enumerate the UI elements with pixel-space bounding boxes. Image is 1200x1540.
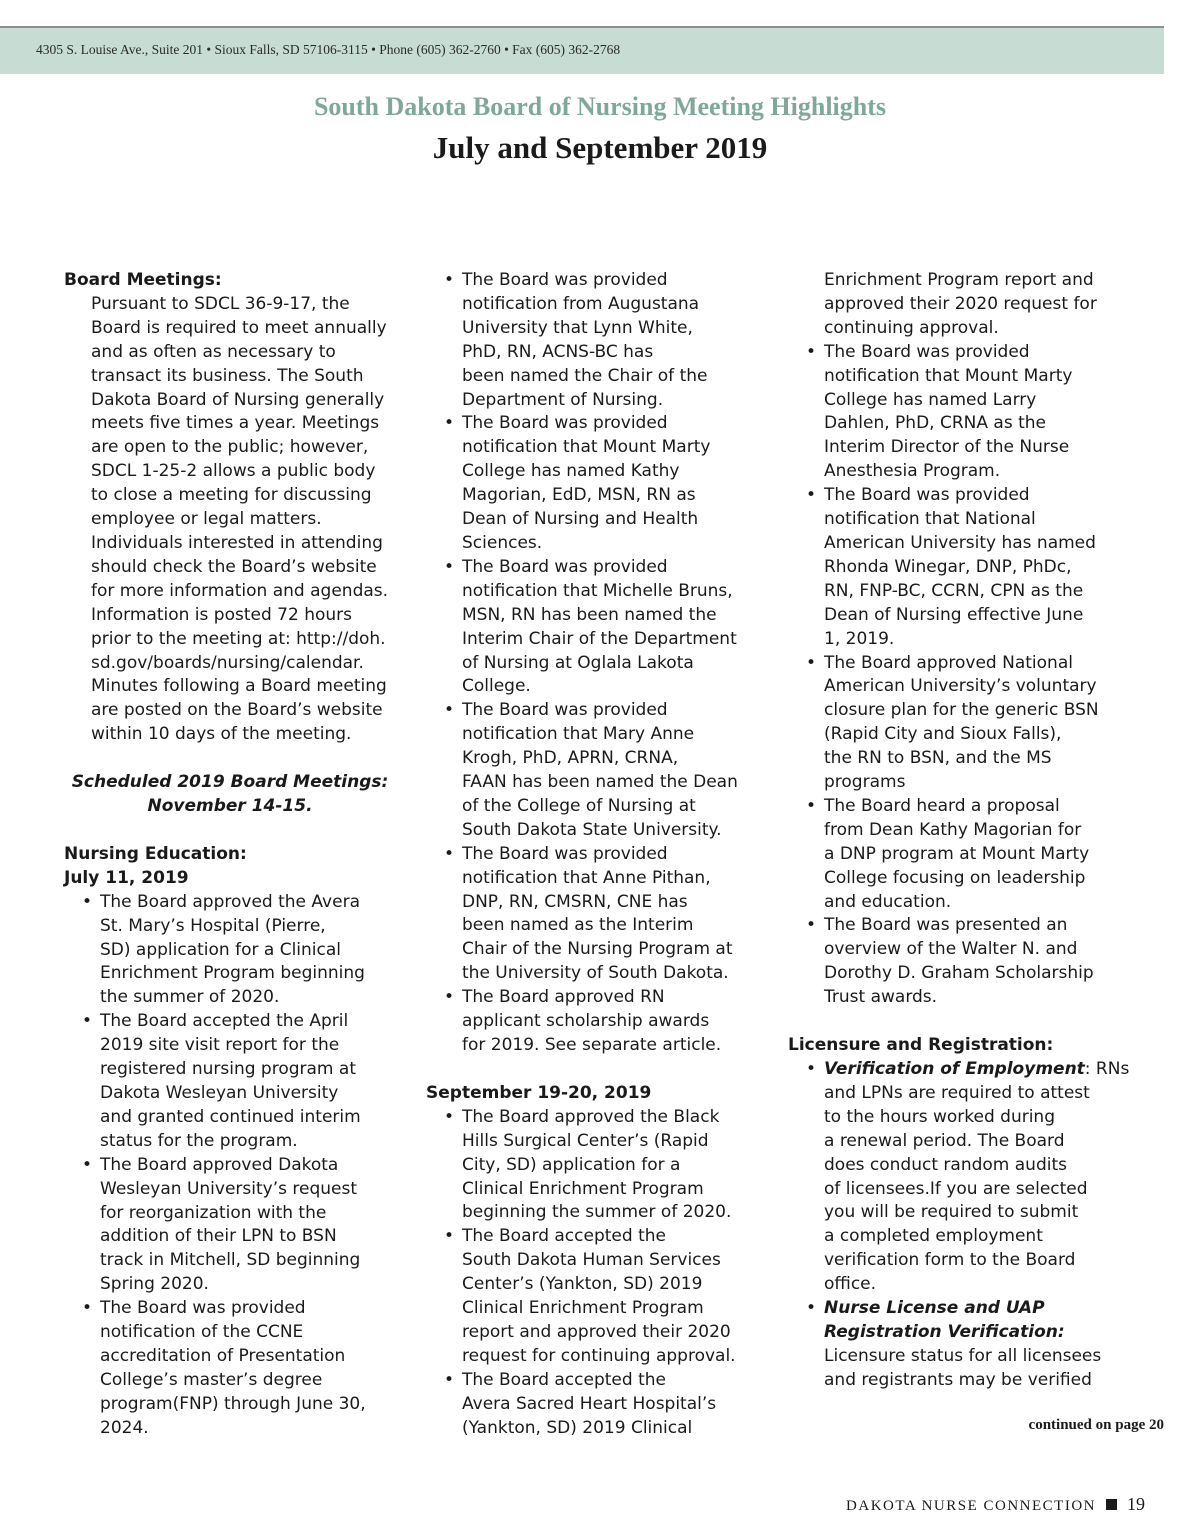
text-line: • The Board was provided — [462, 843, 668, 864]
text-line: • The Board was provided — [462, 413, 668, 434]
text-line: Chair of the Nursing Program at — [462, 939, 733, 960]
text-line: a DNP program at Mount Marty — [824, 843, 1090, 864]
text-line: American University’s voluntary — [824, 676, 1097, 697]
text-line: employee or legal matters. — [91, 509, 322, 530]
text-line: Enrichment Program report and — [824, 270, 1094, 290]
text-line: Dean of Nursing effective June — [824, 604, 1084, 625]
list-item — [462, 412, 778, 555]
list-item — [100, 1154, 406, 1297]
text-line: DNP, RN, CMSRN, CNE has — [462, 891, 688, 912]
text-line: MSN, RN has been named the — [462, 604, 717, 625]
text-line: and as often as necessary to — [91, 341, 336, 362]
text-line: to the hours worked during — [824, 1106, 1056, 1127]
page-title: South Dakota Board of Nursing Meeting Highlights — [313, 92, 887, 121]
continued-note: continued on page 20 — [1028, 1417, 1164, 1433]
scheduled-line-2: November 14-15. — [147, 796, 313, 817]
text-line: College’s master’s degree — [100, 1369, 323, 1390]
text-line: City, SD) application for a — [462, 1154, 681, 1175]
text-line: Spring 2020. — [100, 1274, 209, 1295]
list-item — [462, 556, 778, 699]
text-line: of Nursing at Oglala Lakota — [462, 652, 694, 673]
text-line: are posted on the Board’s website — [91, 700, 383, 721]
text-line: sd.gov/boards/nursing/calendar. — [91, 652, 364, 673]
text-line: • The Board heard a proposal — [824, 795, 1060, 816]
text-line: and education. — [824, 891, 952, 912]
scheduled-meetings — [64, 771, 406, 819]
text-line: Interim Chair of the Department — [462, 628, 737, 649]
list-item — [824, 1297, 1144, 1393]
text-line: 2019 site visit report for the — [100, 1035, 340, 1056]
text-line: South Dakota State University. — [462, 819, 722, 840]
verification-first-line: : RNs — [1084, 1059, 1130, 1079]
text-line: addition of their LPN to BSN — [100, 1226, 337, 1247]
text-line: Trust awards. — [824, 987, 938, 1008]
text-line: • The Board was provided — [462, 700, 668, 721]
text-line: Dorothy D. Graham Scholarship — [824, 963, 1094, 984]
text-line: RN, FNP-BC, CCRN, CPN as the — [824, 580, 1084, 601]
text-line: should check the Board’s website — [91, 556, 377, 577]
text-line: the summer of 2020. — [100, 987, 280, 1008]
text-line: 2024. — [100, 1417, 149, 1438]
text-line: • The Board was provided — [100, 1298, 306, 1319]
text-line: (Rapid City and Sioux Falls), — [824, 724, 1062, 745]
licensure-bullet-list — [788, 1058, 1144, 1393]
text-line: • The Board accepted the April — [100, 1011, 349, 1032]
text-line: to close a meeting for discussing — [91, 485, 372, 506]
text-line: Pursuant to SDCL 36-9-17, the — [91, 293, 350, 314]
text-line: • The Board was presented an — [824, 915, 1068, 936]
september-bullet-list-continued — [788, 269, 1144, 1010]
text-line: transact its business. The South — [91, 365, 364, 386]
text-line: Board is required to meet annually — [91, 317, 387, 338]
text-line: track in Mitchell, SD beginning — [100, 1250, 361, 1271]
text-line: PhD, RN, ACNS-BC has — [462, 341, 654, 362]
text-line: continuing approval. — [824, 317, 999, 338]
text-line: • The Board approved National — [824, 652, 1073, 673]
text-line: applicant scholarship awards — [462, 1011, 710, 1032]
text-line: • The Board approved Dakota — [100, 1154, 339, 1175]
text-line: Dakota Wesleyan University — [100, 1083, 339, 1103]
text-line: Magorian, EdD, MSN, RN as — [462, 485, 696, 506]
text-line: SD) application for a Clinical — [100, 939, 341, 960]
text-line: Minutes following a Board meeting — [91, 676, 387, 697]
page-subtitle: July and September 2019 — [432, 130, 768, 165]
text-line: notification that Mount Marty — [462, 437, 711, 458]
text-line: American University has named — [824, 532, 1096, 553]
text-line: beginning the summer of 2020. — [462, 1202, 732, 1223]
text-line: notification that National — [824, 509, 1036, 530]
text-line: Hills Surgical Center’s (Rapid — [462, 1130, 709, 1151]
text-line: program(FNP) through June 30, — [100, 1393, 366, 1414]
column-1 — [64, 269, 406, 1441]
july-bullet-list-continued — [426, 269, 778, 1058]
text-line: • The Board was provided — [462, 270, 668, 290]
text-line: notification that Anne Pithan, — [462, 867, 711, 888]
text-line: Dakota Board of Nursing generally — [91, 389, 385, 410]
text-line: Interim Director of the Nurse — [824, 437, 1070, 458]
text-line: University that Lynn White, — [462, 317, 693, 338]
board-meetings-heading: Board Meetings: — [64, 270, 222, 290]
text-line: Clinical Enrichment Program — [462, 1178, 704, 1199]
text-line: been named as the Interim — [462, 915, 694, 936]
text-line: • The Board approved the Black — [462, 1106, 720, 1127]
page-number: 19 — [1127, 1494, 1145, 1514]
text-line: Rhonda Winegar, DNP, PhDc, — [824, 556, 1072, 577]
text-line: notification that Mount Marty — [824, 365, 1073, 386]
list-item — [462, 699, 778, 842]
text-line: overview of the Walter N. and — [824, 939, 1078, 960]
column-3 — [788, 269, 1144, 1393]
list-item — [824, 795, 1144, 915]
text-line: the RN to BSN, and the MS — [824, 748, 1052, 769]
text-line: and granted continued interim — [100, 1106, 361, 1127]
text-line: • The Board was provided — [462, 556, 668, 577]
text-line: St. Mary’s Hospital (Pierre, — [100, 915, 326, 936]
text-line: College. — [462, 676, 531, 697]
text-line: Center’s (Yankton, SD) 2019 — [462, 1274, 703, 1295]
list-item — [824, 914, 1144, 1010]
september-bullet-list — [426, 1106, 778, 1441]
text-line: Sciences. — [462, 532, 543, 553]
list-item — [462, 843, 778, 986]
text-line: the University of South Dakota. — [462, 963, 729, 984]
text-line: you will be required to submit — [824, 1202, 1079, 1223]
text-line: status for the program. — [100, 1130, 298, 1151]
nursing-education-heading: Nursing Education: — [64, 843, 247, 864]
july-bullet-list — [64, 891, 406, 1441]
scheduled-line-1: Scheduled 2019 Board Meetings: — [71, 772, 389, 793]
text-line: from Dean Kathy Magorian for — [824, 819, 1082, 840]
text-line: Krogh, PhD, APRN, CRNA, — [462, 748, 679, 769]
text-line: Department of Nursing. — [462, 389, 664, 410]
list-item — [100, 1297, 406, 1440]
text-line: • The Board was provided — [824, 485, 1030, 506]
september-heading: September 19-20, 2019 — [426, 1082, 652, 1103]
text-line: registered nursing program at — [100, 1059, 356, 1080]
list-item — [824, 341, 1144, 484]
publication-name: DAKOTA NURSE CONNECTION — [846, 1498, 1096, 1514]
license-verification-label-1: • Nurse License and UAP — [824, 1298, 1045, 1319]
list-item — [462, 986, 778, 1058]
text-line: College has named Larry — [824, 389, 1037, 410]
verification-label: Verification of Employment — [824, 1059, 1085, 1079]
text-line: Dahlen, PhD, CRNA as the — [824, 413, 1046, 434]
text-line: FAAN has been named the Dean — [462, 772, 738, 793]
licensure-heading: Licensure and Registration: — [788, 1035, 1054, 1056]
text-line: Information is posted 72 hours — [91, 604, 352, 625]
text-line: a renewal period. The Board — [824, 1130, 1065, 1151]
list-item — [462, 1225, 778, 1368]
text-line: Anesthesia Program. — [824, 461, 1001, 482]
text-line: and registrants may be verified — [824, 1369, 1092, 1390]
text-line: within 10 days of the meeting. — [91, 724, 352, 745]
text-line: meets five times a year. Meetings — [91, 413, 380, 434]
text-line: • The Board was provided — [824, 341, 1030, 362]
list-item — [462, 1369, 778, 1441]
text-line: notification that Michelle Bruns, — [462, 580, 733, 601]
text-line: SDCL 1-25-2 allows a public body — [91, 461, 376, 482]
text-line: been named the Chair of the — [462, 365, 708, 386]
column-2 — [426, 269, 778, 1441]
text-line: are open to the public; however, — [91, 437, 369, 458]
page-footer — [846, 1494, 1145, 1515]
text-line: (Yankton, SD) 2019 Clinical — [462, 1417, 693, 1438]
text-line: prior to the meeting at: http://doh. — [91, 628, 386, 649]
text-line: report and approved their 2020 — [462, 1321, 731, 1342]
text-line: • The Board approved the Avera — [100, 891, 360, 912]
list-item — [824, 484, 1144, 651]
text-line: Individuals interested in attending — [91, 532, 383, 553]
text-line: Dean of Nursing and Health — [462, 509, 699, 530]
list-item — [100, 891, 406, 1011]
text-line: a completed employment — [824, 1226, 1043, 1247]
text-line: South Dakota Human Services — [462, 1250, 721, 1271]
text-line: office. — [824, 1274, 877, 1295]
list-item — [100, 1010, 406, 1153]
july-heading: July 11, 2019 — [64, 867, 189, 888]
text-line: approved their 2020 request for — [824, 293, 1097, 314]
list-item — [824, 1058, 1144, 1297]
text-line: programs — [824, 772, 906, 793]
text-line: for reorganization with the — [100, 1202, 327, 1223]
text-line: of licensees.If you are selected — [824, 1178, 1088, 1199]
text-line: Clinical Enrichment Program — [462, 1298, 704, 1319]
text-line: notification that Mary Anne — [462, 724, 695, 745]
footer-square-icon — [1106, 1499, 1117, 1510]
board-meetings-paragraph — [64, 293, 406, 747]
text-line: • The Board accepted the — [462, 1369, 666, 1390]
text-line: accreditation of Presentation — [100, 1345, 346, 1366]
text-line: 1, 2019. — [824, 628, 895, 649]
text-line: notification from Augustana — [462, 293, 700, 314]
text-line: for more information and agendas. — [91, 580, 389, 601]
list-item — [462, 1106, 778, 1226]
text-line: College focusing on leadership — [824, 867, 1086, 888]
text-line: notification of the CCNE — [100, 1322, 304, 1343]
list-item-continued — [824, 269, 1144, 341]
text-line: Avera Sacred Heart Hospital’s — [462, 1393, 717, 1414]
text-line: • The Board accepted the — [462, 1226, 666, 1247]
list-item — [462, 269, 778, 412]
text-line: Enrichment Program beginning — [100, 963, 365, 984]
text-line: College has named Kathy — [462, 461, 680, 482]
address-bar — [0, 28, 1164, 74]
text-line: for 2019. See separate article. — [462, 1035, 722, 1055]
list-item — [824, 652, 1144, 795]
text-line: Wesleyan University’s request — [100, 1178, 358, 1199]
text-line: verification form to the Board — [824, 1250, 1076, 1271]
license-verification-colon: : — [1057, 1321, 1065, 1342]
text-line: of the College of Nursing at — [462, 795, 696, 816]
text-line: does conduct random audits — [824, 1154, 1067, 1175]
address-text: 4305 S. Louise Ave., Suite 201 • Sioux Falls, SD 57106-3115 • Phone (605) 362-2760 • Fax (605) 362-2768 — [36, 42, 621, 57]
text-line: and LPNs are required to attest — [824, 1082, 1090, 1103]
license-verification-label-2: Registration Verification — [824, 1321, 1058, 1342]
text-line: closure plan for the generic BSN — [824, 700, 1099, 721]
text-line: request for continuing approval. — [462, 1345, 736, 1366]
text-line: Licensure status for all licensees — [824, 1345, 1102, 1366]
text-line: • The Board approved RN — [462, 987, 665, 1008]
